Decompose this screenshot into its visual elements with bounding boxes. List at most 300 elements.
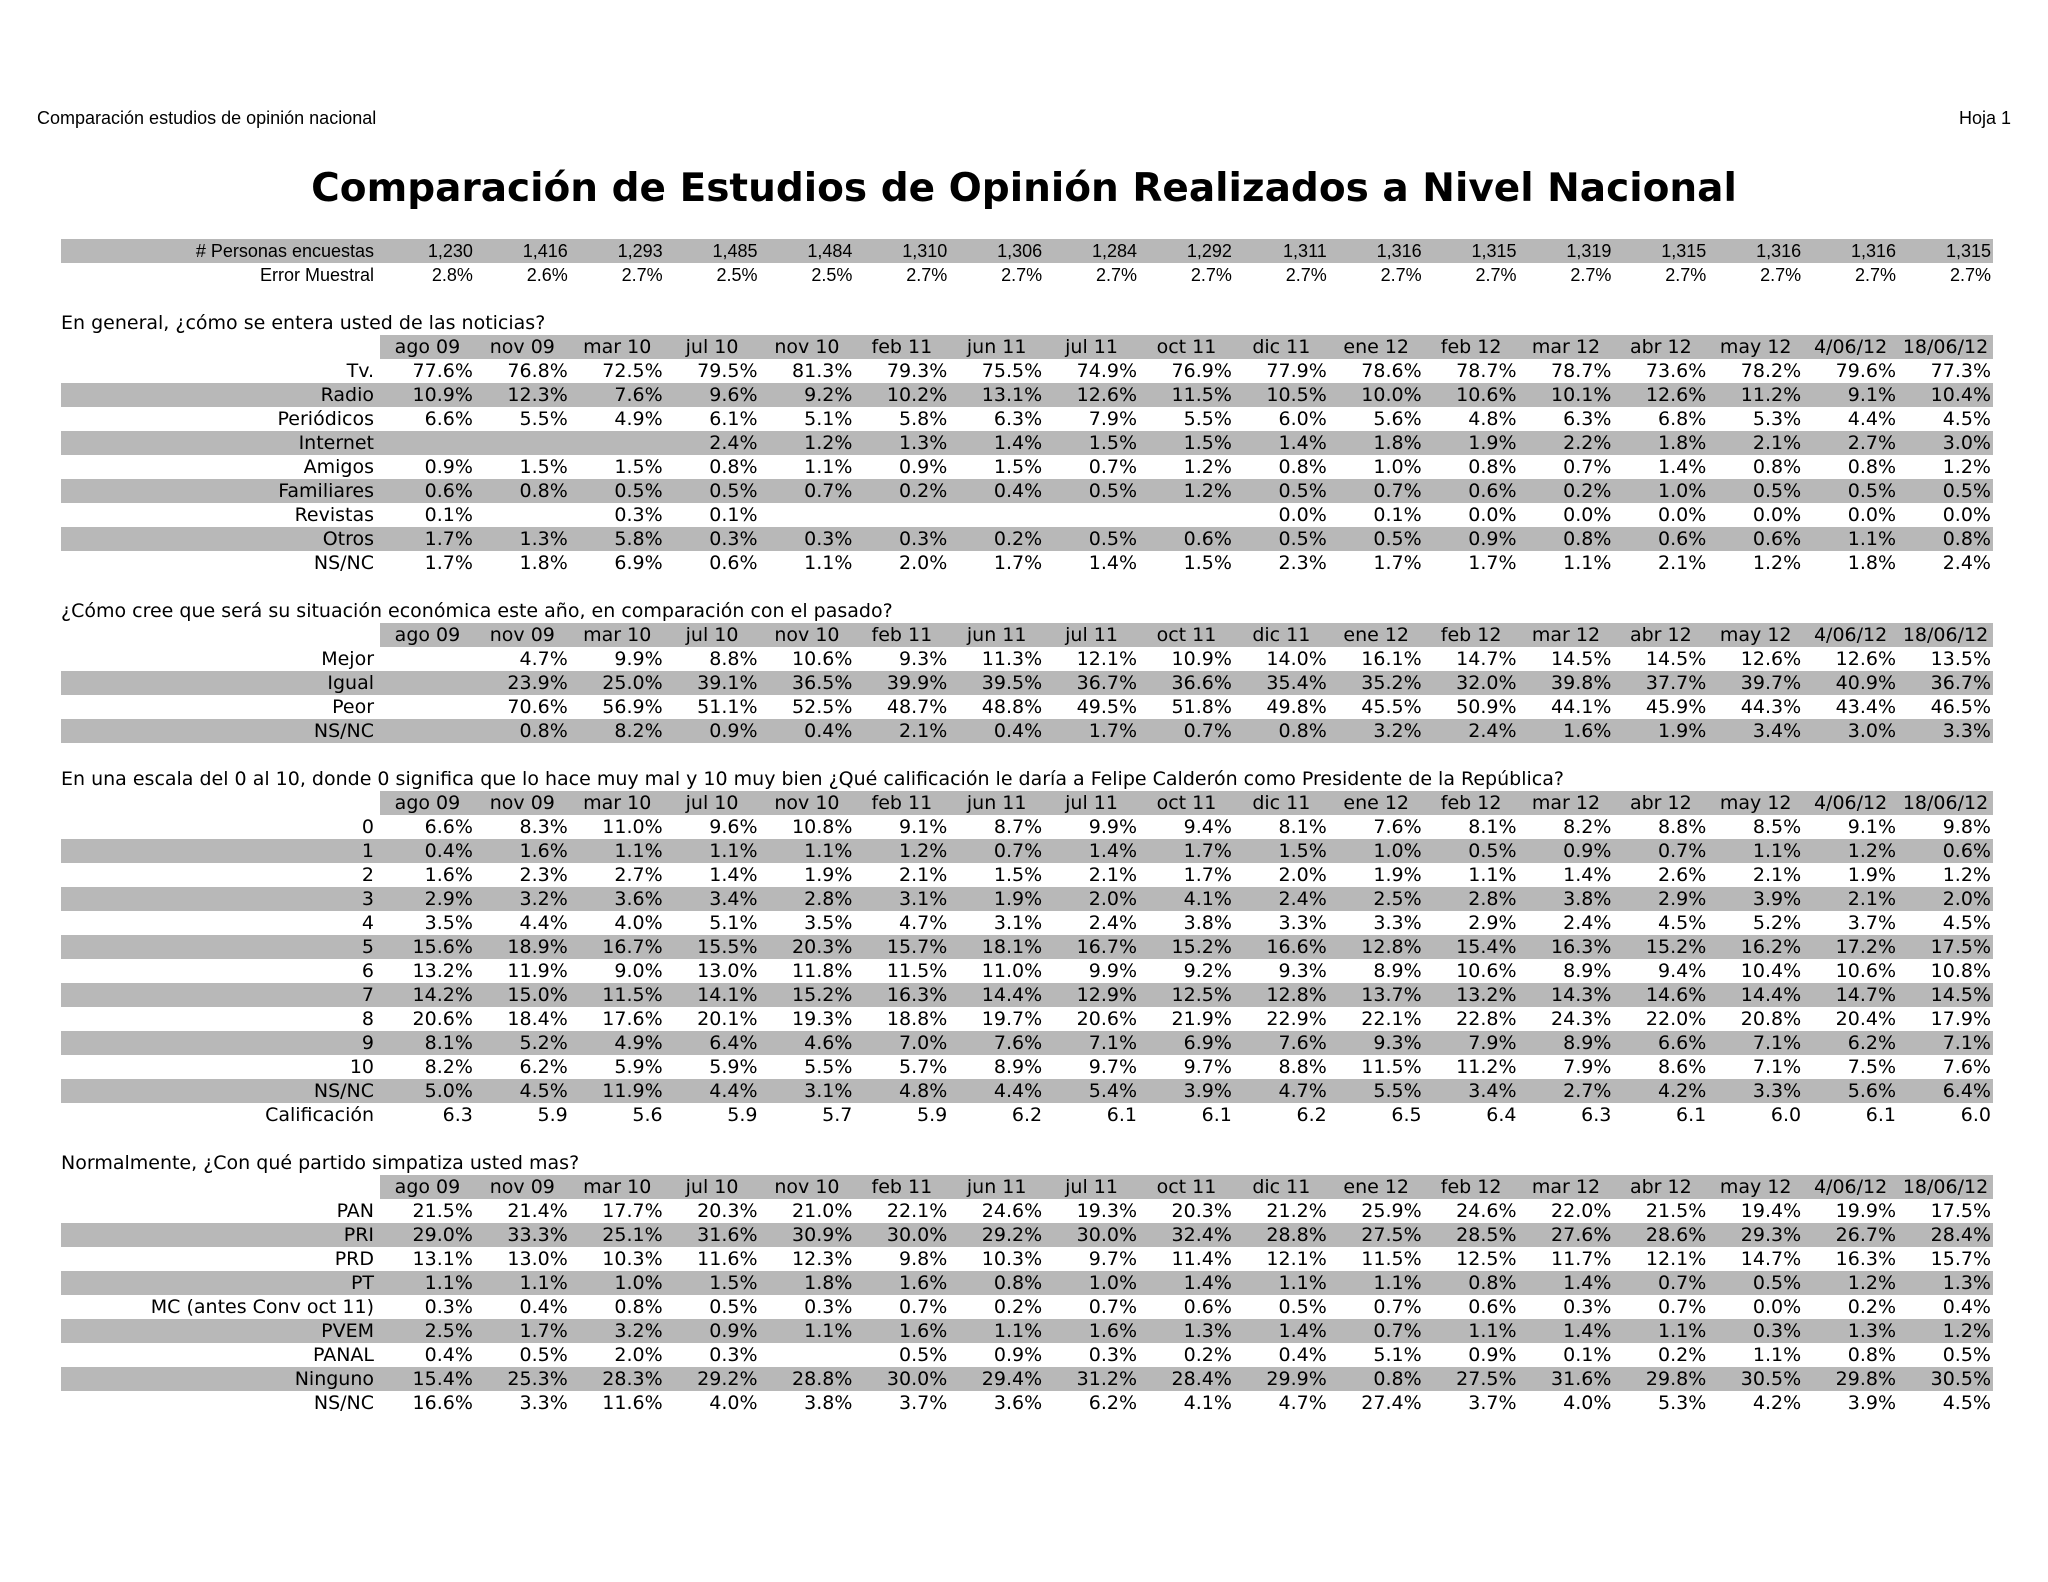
data-cell: 0.9% <box>993 1344 1043 1366</box>
data-cell: 9.1% <box>1803 383 1898 407</box>
data-cell: 1.2% <box>1752 552 1802 574</box>
data-cell: 22.9% <box>1266 1008 1327 1030</box>
data-cell: 1.5% <box>665 1271 760 1295</box>
data-cell: 0.7% <box>1373 1296 1422 1318</box>
data-cell: 7.6% <box>949 1031 1044 1055</box>
data-cell: 11.3% <box>981 648 1043 670</box>
question-heading: ¿Cómo cree que será su situación económica este año, en comparación con el pasado? <box>61 600 893 622</box>
data-cell: 39.1% <box>665 671 760 695</box>
data-cell: 74.9% <box>1076 360 1138 382</box>
table-row <box>61 1079 1993 1103</box>
data-cell: 77.6% <box>412 360 473 382</box>
data-cell: 0.8% <box>475 479 570 503</box>
row-label: Igual <box>61 671 380 695</box>
table-row <box>61 1103 1993 1127</box>
data-cell: 14.4% <box>1708 983 1803 1007</box>
data-cell: 77.3% <box>1930 360 1991 382</box>
data-cell: 1,316 <box>1708 239 1803 263</box>
data-cell <box>760 503 855 527</box>
data-cell: 14.7% <box>1740 1248 1802 1270</box>
data-cell: 3.3% <box>1278 912 1327 934</box>
data-cell: 1.1% <box>760 1319 855 1343</box>
row-label: NS/NC <box>61 719 380 743</box>
data-cell: 1.4% <box>1519 1319 1614 1343</box>
row-label: 6 <box>361 960 375 982</box>
data-cell: 1.3% <box>1898 1271 1993 1295</box>
row-label: Periódicos <box>277 408 375 430</box>
data-cell <box>475 431 570 455</box>
data-cell: 1.5% <box>993 456 1043 478</box>
period-header: jul 11 <box>1044 335 1139 359</box>
data-cell: 1.6% <box>854 1271 949 1295</box>
row-label: PRI <box>61 1223 380 1247</box>
data-cell: 3.5% <box>424 912 473 934</box>
data-cell: 49.8% <box>1266 696 1327 718</box>
data-cell: 1.1% <box>1468 864 1517 886</box>
data-cell: 0.8% <box>475 719 570 743</box>
data-cell: 4.0% <box>614 912 663 934</box>
header-blank <box>61 791 380 815</box>
data-cell: 4.9% <box>570 1031 665 1055</box>
data-cell: 3.6% <box>993 1392 1043 1414</box>
data-cell: 12.3% <box>792 1248 853 1270</box>
data-cell: 3.9% <box>1847 1392 1897 1414</box>
data-cell: 1.7% <box>993 552 1043 574</box>
data-cell: 22.1% <box>886 1200 948 1222</box>
data-cell: 5.9 <box>537 1104 568 1126</box>
period-header: ago 09 <box>380 623 475 647</box>
data-cell: 4.8% <box>1468 408 1517 430</box>
data-cell: 20.3% <box>760 935 855 959</box>
row-label: 5 <box>61 935 380 959</box>
sample-info-row <box>61 239 1993 263</box>
data-cell: 3.1% <box>993 912 1043 934</box>
data-cell: 48.7% <box>886 696 948 718</box>
data-cell: 2.3% <box>519 864 568 886</box>
data-cell: 9.9% <box>1088 816 1138 838</box>
data-cell: 12.5% <box>1456 1248 1517 1270</box>
data-cell <box>380 431 475 455</box>
data-cell: 1.0% <box>1613 479 1708 503</box>
data-cell: 1.4% <box>1657 456 1707 478</box>
data-cell: 3.0% <box>1803 719 1898 743</box>
data-cell: 0.4% <box>949 719 1044 743</box>
data-cell: 11.6% <box>697 1248 758 1270</box>
data-cell: 0.7% <box>1613 839 1708 863</box>
data-cell: 21.5% <box>412 1200 473 1222</box>
data-cell: 4.5% <box>1942 408 1991 430</box>
data-cell: 1,416 <box>475 239 570 263</box>
table-row <box>61 359 1993 383</box>
data-cell: 46.5% <box>1930 696 1991 718</box>
data-cell: 49.5% <box>1076 696 1138 718</box>
data-cell: 1.6% <box>854 1319 949 1343</box>
data-cell: 0.5% <box>1898 479 1993 503</box>
table-row <box>61 1199 1993 1223</box>
data-cell: 21.9% <box>1171 1008 1232 1030</box>
data-cell: 78.6% <box>1361 360 1422 382</box>
data-cell: 1.1% <box>380 1271 475 1295</box>
data-cell: 12.6% <box>1613 383 1708 407</box>
data-cell: 27.5% <box>1329 1223 1424 1247</box>
data-cell: 10.8% <box>792 816 853 838</box>
period-header: dic 11 <box>1234 623 1329 647</box>
period-header: 4/06/12 <box>1803 1175 1898 1199</box>
data-cell: 5.5% <box>519 408 568 430</box>
data-cell: 2.7% <box>1475 265 1517 285</box>
data-cell: 1,315 <box>1424 239 1519 263</box>
row-label: NS/NC <box>61 1079 380 1103</box>
data-cell: 44.3% <box>1740 696 1802 718</box>
data-cell: 7.9% <box>1088 408 1138 430</box>
data-cell: 26.7% <box>1803 1223 1898 1247</box>
data-cell: 6.8% <box>1657 408 1707 430</box>
data-cell: 0.5% <box>665 479 760 503</box>
table-row <box>61 407 1993 431</box>
data-cell: 7.9% <box>1424 1031 1519 1055</box>
data-cell: 2.6% <box>1657 864 1707 886</box>
data-cell: 14.7% <box>1456 648 1517 670</box>
data-cell: 0.9% <box>665 719 760 743</box>
data-cell: 2.1% <box>1088 864 1138 886</box>
data-cell: 36.6% <box>1139 671 1234 695</box>
data-cell: 6.3% <box>993 408 1043 430</box>
data-cell: 1.1% <box>1708 839 1803 863</box>
period-header: dic 11 <box>1234 1175 1329 1199</box>
data-cell: 1.4% <box>1563 864 1612 886</box>
table-row <box>61 455 1993 479</box>
data-cell: 7.1% <box>1044 1031 1139 1055</box>
data-cell: 9.9% <box>614 648 663 670</box>
row-label: 2 <box>361 864 375 886</box>
data-cell <box>1139 503 1234 527</box>
data-cell: 9.3% <box>898 648 948 670</box>
data-cell: 14.5% <box>1645 648 1707 670</box>
data-cell: 24.6% <box>981 1200 1043 1222</box>
data-cell: 29.3% <box>1708 1223 1803 1247</box>
question-heading: En general, ¿cómo se entera usted de las noticias? <box>61 312 546 334</box>
data-cell: 12.6% <box>1835 648 1897 670</box>
data-cell: 15.2% <box>1613 935 1708 959</box>
data-cell: 12.5% <box>1139 983 1234 1007</box>
data-cell: 3.3% <box>519 1392 568 1414</box>
data-cell: 5.7 <box>822 1104 853 1126</box>
data-cell: 9.8% <box>898 1248 948 1270</box>
data-cell: 9.7% <box>1183 1056 1232 1078</box>
data-cell: 6.2% <box>519 1056 568 1078</box>
period-header: nov 09 <box>475 1175 570 1199</box>
data-cell: 9.8% <box>1942 816 1991 838</box>
row-label: PRD <box>334 1248 375 1270</box>
period-header: feb 11 <box>854 623 949 647</box>
period-header: abr 12 <box>1613 623 1708 647</box>
data-cell: 2.7% <box>906 265 948 285</box>
period-header: nov 09 <box>475 335 570 359</box>
data-cell: 2.8% <box>431 265 473 285</box>
data-cell: 6.1% <box>709 408 758 430</box>
data-cell: 0.7% <box>1088 1296 1138 1318</box>
data-cell: 0.6% <box>709 552 758 574</box>
table-row <box>61 863 1993 887</box>
period-header: feb 12 <box>1424 791 1519 815</box>
data-cell: 16.6% <box>1234 935 1329 959</box>
data-cell: 56.9% <box>602 696 663 718</box>
data-cell: 6.4 <box>1486 1104 1517 1126</box>
table-row <box>61 1223 1993 1247</box>
data-cell: 2.9% <box>1613 887 1708 911</box>
data-cell: 5.4% <box>1044 1079 1139 1103</box>
data-cell: 0.6% <box>1468 1296 1517 1318</box>
data-cell: 39.8% <box>1519 671 1614 695</box>
data-cell: 9.7% <box>1088 1056 1138 1078</box>
data-cell: 0.2% <box>993 1296 1043 1318</box>
data-cell: 35.4% <box>1234 671 1329 695</box>
table-row <box>61 1319 1993 1343</box>
data-cell: 0.4% <box>519 1296 568 1318</box>
period-header: nov 09 <box>475 791 570 815</box>
data-cell: 28.6% <box>1613 1223 1708 1247</box>
data-cell: 9.3% <box>1329 1031 1424 1055</box>
data-cell: 28.8% <box>760 1367 855 1391</box>
data-cell: 18.9% <box>475 935 570 959</box>
period-header: oct 11 <box>1139 335 1234 359</box>
data-cell: 18.8% <box>886 1008 948 1030</box>
table-row <box>61 911 1993 935</box>
data-cell: 3.0% <box>1898 431 1993 455</box>
data-cell: 3.1% <box>760 1079 855 1103</box>
table-row <box>61 671 1993 695</box>
data-cell: 1.8% <box>1613 431 1708 455</box>
data-cell: 0.3% <box>614 504 663 526</box>
row-label: PANAL <box>312 1344 375 1366</box>
period-header: 4/06/12 <box>1803 335 1898 359</box>
data-cell: 1.1% <box>1803 527 1898 551</box>
data-cell: 2.7% <box>1519 1079 1614 1103</box>
data-cell: 8.9% <box>1373 960 1422 982</box>
period-header: mar 10 <box>570 1175 665 1199</box>
data-cell: 4.4% <box>949 1079 1044 1103</box>
data-cell: 25.0% <box>570 671 665 695</box>
data-cell: 2.7% <box>1854 265 1897 285</box>
data-cell: 2.4% <box>1942 552 1991 574</box>
data-cell: 1.7% <box>1044 719 1139 743</box>
data-cell: 1.4% <box>1044 839 1139 863</box>
data-cell: 31.6% <box>665 1223 760 1247</box>
data-cell: 10.9% <box>380 383 475 407</box>
data-cell: 21.4% <box>507 1200 568 1222</box>
data-cell: 12.1% <box>1076 648 1138 670</box>
data-cell: 2.7% <box>1570 265 1612 285</box>
data-cell: 8.8% <box>1278 1056 1327 1078</box>
data-cell: 3.7% <box>1468 1392 1517 1414</box>
data-cell: 1.1% <box>1563 552 1612 574</box>
data-cell: 2.7% <box>614 864 663 886</box>
data-cell: 30.5% <box>1708 1367 1803 1391</box>
data-cell: 13.5% <box>1930 648 1991 670</box>
table-row <box>61 1295 1993 1319</box>
data-cell: 79.6% <box>1835 360 1897 382</box>
data-cell: 5.5% <box>1183 408 1232 430</box>
data-cell: 13.7% <box>1329 983 1424 1007</box>
data-cell: 4.7% <box>519 648 568 670</box>
data-cell: 1.6% <box>475 839 570 863</box>
data-cell: 4.5% <box>1657 912 1707 934</box>
period-header: nov 10 <box>760 791 855 815</box>
data-cell: 22.8% <box>1456 1008 1517 1030</box>
data-cell: 5.9% <box>614 1056 663 1078</box>
table-row <box>61 695 1993 719</box>
data-cell: 29.2% <box>665 1367 760 1391</box>
data-cell: 0.5% <box>1708 479 1803 503</box>
data-cell: 0.9% <box>1519 839 1614 863</box>
data-cell: 36.7% <box>1044 671 1139 695</box>
period-header: mar 10 <box>570 623 665 647</box>
data-cell: 8.7% <box>993 816 1043 838</box>
table-row <box>61 503 1993 527</box>
data-cell: 7.1% <box>1752 1056 1802 1078</box>
row-label: 9 <box>61 1031 380 1055</box>
data-cell: 1,485 <box>665 239 760 263</box>
data-cell: 2.4% <box>1234 887 1329 911</box>
data-cell: 0.0% <box>1942 504 1991 526</box>
data-cell: 1.4% <box>1139 1271 1234 1295</box>
table-row <box>61 1247 1993 1271</box>
data-cell: 11.9% <box>507 960 568 982</box>
data-cell: 1,311 <box>1234 239 1329 263</box>
data-cell: 0.8% <box>1468 456 1517 478</box>
data-cell: 0.0% <box>1752 504 1802 526</box>
period-header: jul 10 <box>665 791 760 815</box>
data-cell: 7.1% <box>1708 1031 1803 1055</box>
data-cell: 19.9% <box>1835 1200 1897 1222</box>
data-cell: 21.5% <box>1645 1200 1707 1222</box>
data-cell <box>1044 503 1139 527</box>
data-cell: 4.4% <box>665 1079 760 1103</box>
data-cell: 11.8% <box>792 960 853 982</box>
data-cell: 2.7% <box>1665 265 1707 285</box>
data-cell: 2.1% <box>854 719 949 743</box>
data-cell: 15.7% <box>854 935 949 959</box>
row-label: Calificación <box>265 1104 375 1126</box>
header-blank <box>61 335 380 359</box>
data-cell: 15.7% <box>1930 1248 1991 1270</box>
data-cell: 1.7% <box>424 552 473 574</box>
data-cell: 1.1% <box>1424 1319 1519 1343</box>
data-cell: 8.9% <box>1519 1031 1614 1055</box>
data-cell: 10.2% <box>854 383 949 407</box>
data-cell: 0.7% <box>1139 719 1234 743</box>
period-header: feb 12 <box>1424 1175 1519 1199</box>
data-cell: 0.8% <box>709 456 758 478</box>
data-cell: 1.2% <box>760 431 855 455</box>
data-cell: 2.0% <box>1898 887 1993 911</box>
table-row <box>61 983 1993 1007</box>
data-cell: 19.7% <box>981 1008 1043 1030</box>
data-cell: 1.9% <box>1847 864 1897 886</box>
period-header: jul 11 <box>1044 623 1139 647</box>
data-cell: 16.7% <box>1044 935 1139 959</box>
data-cell: 0.7% <box>1563 456 1612 478</box>
data-cell: 5.5% <box>804 1056 853 1078</box>
data-cell: 5.1% <box>1373 1344 1422 1366</box>
data-cell: 48.8% <box>981 696 1043 718</box>
period-header: nov 10 <box>760 1175 855 1199</box>
data-cell: 11.2% <box>1708 383 1803 407</box>
data-cell: 5.5% <box>1329 1079 1424 1103</box>
period-header: jun 11 <box>949 623 1044 647</box>
period-header: may 12 <box>1708 335 1803 359</box>
data-cell: 7.1% <box>1898 1031 1993 1055</box>
period-header: oct 11 <box>1139 1175 1234 1199</box>
data-cell: 1.7% <box>380 527 475 551</box>
data-cell: 16.3% <box>854 983 949 1007</box>
row-label: 1 <box>61 839 380 863</box>
data-cell: 12.1% <box>1645 1248 1707 1270</box>
data-cell: 1.1% <box>1234 1271 1329 1295</box>
data-cell: 45.9% <box>1645 696 1707 718</box>
data-cell: 6.2% <box>1803 1031 1898 1055</box>
period-header: ene 12 <box>1329 791 1424 815</box>
data-cell: 0.6% <box>1424 479 1519 503</box>
row-label: 4 <box>361 912 375 934</box>
data-cell: 2.7% <box>1190 265 1232 285</box>
data-cell: 1.3% <box>854 431 949 455</box>
row-label: NS/NC <box>313 1392 375 1414</box>
data-cell: 0.5% <box>1708 1271 1803 1295</box>
data-cell: 76.9% <box>1171 360 1232 382</box>
period-header: dic 11 <box>1234 335 1329 359</box>
data-cell: 20.6% <box>1076 1008 1138 1030</box>
data-cell: 0.5% <box>1424 839 1519 863</box>
period-header: feb 11 <box>854 791 949 815</box>
data-cell: 52.5% <box>792 696 853 718</box>
data-cell <box>760 1343 855 1367</box>
data-cell: 8.9% <box>993 1056 1043 1078</box>
data-cell: 1,319 <box>1519 239 1614 263</box>
data-cell: 10.8% <box>1930 960 1991 982</box>
table-row <box>61 1271 1993 1295</box>
data-cell: 0.8% <box>1424 1271 1519 1295</box>
data-cell: 27.6% <box>1519 1223 1614 1247</box>
period-header: may 12 <box>1708 791 1803 815</box>
data-cell: 0.4% <box>760 719 855 743</box>
period-header: nov 10 <box>760 335 855 359</box>
table-row <box>61 431 1993 455</box>
data-cell: 0.3% <box>1708 1319 1803 1343</box>
table-row <box>61 551 1993 575</box>
period-header: mar 12 <box>1519 335 1614 359</box>
data-cell: 1,315 <box>1613 239 1708 263</box>
data-cell: 2.7% <box>1095 265 1138 285</box>
data-cell: 12.6% <box>1740 648 1802 670</box>
data-cell: 2.3% <box>1278 552 1327 574</box>
data-cell: 1.1% <box>760 839 855 863</box>
data-cell: 5.6% <box>1803 1079 1898 1103</box>
data-cell: 14.1% <box>665 983 760 1007</box>
page-header-right: Hoja 1 <box>1958 108 2011 128</box>
table-row <box>61 1343 1993 1367</box>
data-cell: 1.1% <box>804 552 853 574</box>
data-cell: 30.5% <box>1898 1367 1993 1391</box>
data-cell: 3.4% <box>1424 1079 1519 1103</box>
data-cell: 35.2% <box>1329 671 1424 695</box>
data-cell: 0.7% <box>1657 1296 1707 1318</box>
data-cell: 9.7% <box>1088 1248 1138 1270</box>
data-cell: 30.0% <box>854 1367 949 1391</box>
data-cell: 10.6% <box>1456 960 1517 982</box>
data-cell: 25.9% <box>1361 1200 1422 1222</box>
data-cell <box>949 503 1044 527</box>
